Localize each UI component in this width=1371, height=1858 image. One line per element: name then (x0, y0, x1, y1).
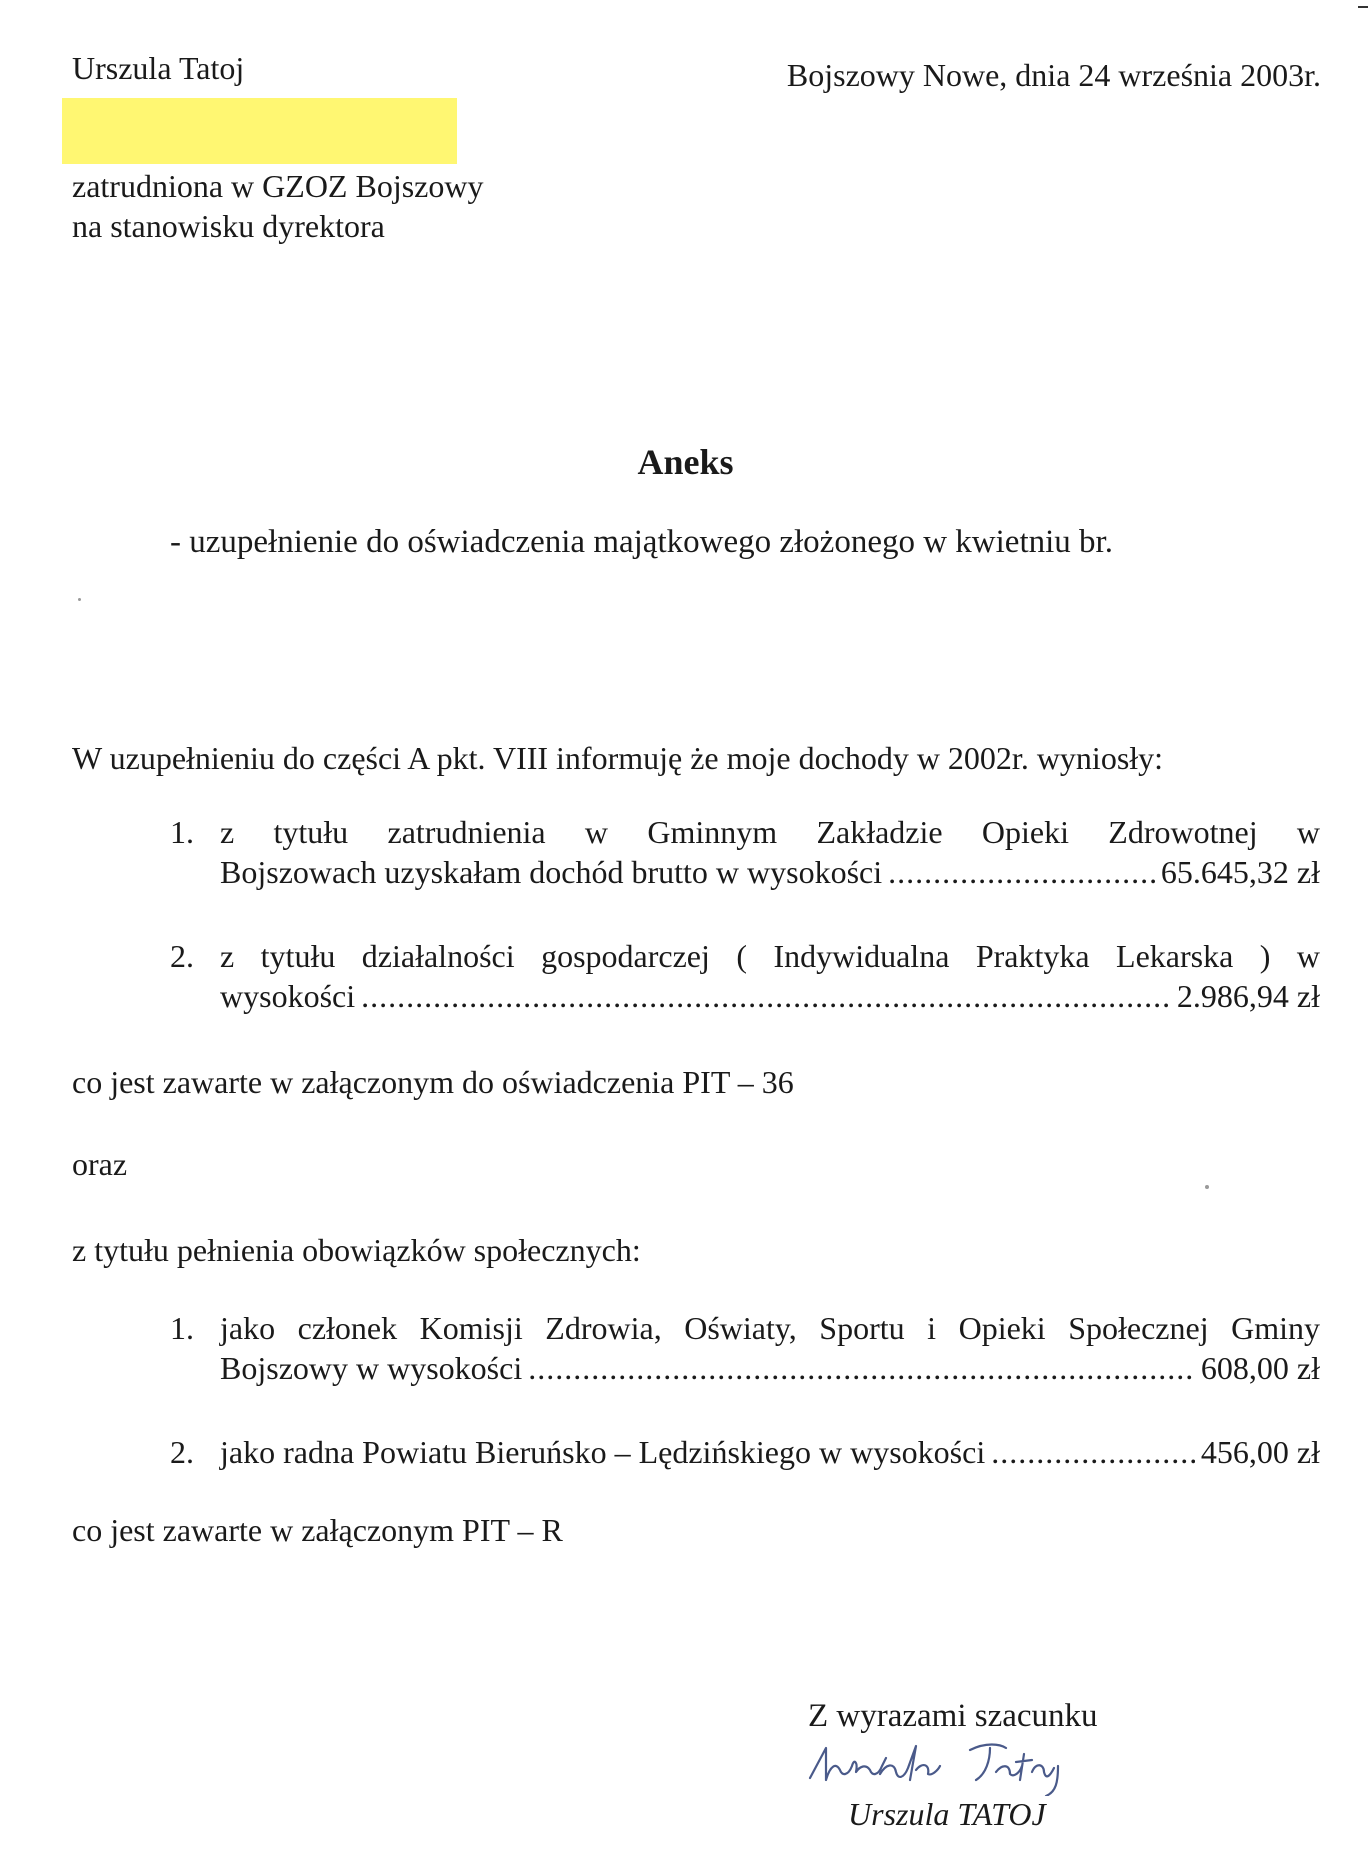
redaction-highlight (62, 98, 457, 164)
pitr-note: co jest zawarte w załączonym PIT – R (72, 1512, 563, 1548)
income-item-1 (170, 812, 1320, 902)
social-duties-intro: z tytułu pełnienia obowiązków społecznych: (72, 1232, 641, 1268)
item-amount: 456,00 zł (1200, 1434, 1320, 1470)
social-item-2 (170, 1432, 1320, 1476)
dot-leader (991, 1432, 1195, 1472)
item-line-1 (220, 1432, 1320, 1472)
closing-phrase: Z wyrazami szacunku (808, 1698, 1098, 1734)
item-amount: 65.645,32 zł (1160, 854, 1320, 890)
list-number: 1. (170, 1310, 194, 1346)
item-line-1: z tytułu zatrudnienia w Gminnym Zakładzie Opieki Zdrowotnej w (220, 814, 1320, 850)
item-line-2-text: Bojszowy w wysokości (220, 1350, 523, 1386)
income-item-2 (170, 936, 1320, 1026)
employment-line-2: na stanowisku dyrektora (72, 208, 385, 244)
place-date: Bojszowy Nowe, dnia 24 września 2003r. (786, 57, 1321, 93)
scan-speck (1358, 6, 1368, 8)
oraz-word: oraz (72, 1146, 128, 1182)
list-number: 2. (170, 1434, 194, 1470)
item-line-1: z tytułu działalności gospodarczej ( Indywidualna Praktyka Lekarska ) w (220, 938, 1320, 974)
income-intro: W uzupełnieniu do części A pkt. VIII informuję że moje dochody w 2002r. wyniosły: (72, 740, 1164, 776)
dot-leader (361, 976, 1171, 1016)
item-line-2-text: Bojszowach uzyskałam dochód brutto w wysokości (220, 854, 883, 890)
item-amount: 2.986,94 zł (1176, 978, 1320, 1014)
item-line-2 (220, 852, 1320, 892)
document-title: Aneks (637, 442, 734, 482)
handwritten-signature (800, 1736, 1100, 1796)
item-amount: 608,00 zł (1200, 1350, 1320, 1386)
item-line-2-text: wysokości (220, 978, 356, 1014)
item-line-2 (220, 976, 1320, 1016)
social-item-1 (170, 1308, 1320, 1398)
employment-line-1: zatrudniona w GZOZ Bojszowy (72, 168, 484, 204)
pit36-note: co jest zawarte w załączonym do oświadczenia PIT – 36 (72, 1064, 794, 1100)
item-line-1-text: jako radna Powiatu Bieruńsko – Lędzińskiego w wysokości (220, 1434, 986, 1470)
signer-name: Urszula TATOJ (848, 1796, 1046, 1832)
scan-speck (78, 598, 81, 601)
list-number: 1. (170, 814, 194, 850)
scan-speck (1205, 1185, 1209, 1189)
signature-strokes (810, 1745, 1058, 1797)
list-number: 2. (170, 938, 194, 974)
document-subtitle: - uzupełnienie do oświadczenia majątkowego złożonego w kwietniu br. (170, 524, 1113, 560)
dot-leader (888, 852, 1155, 892)
item-line-2 (220, 1348, 1320, 1388)
dot-leader (528, 1348, 1195, 1388)
author-name: Urszula Tatoj (72, 50, 245, 86)
item-line-1: jako członek Komisji Zdrowia, Oświaty, Sportu i Opieki Społecznej Gminy (220, 1310, 1320, 1346)
